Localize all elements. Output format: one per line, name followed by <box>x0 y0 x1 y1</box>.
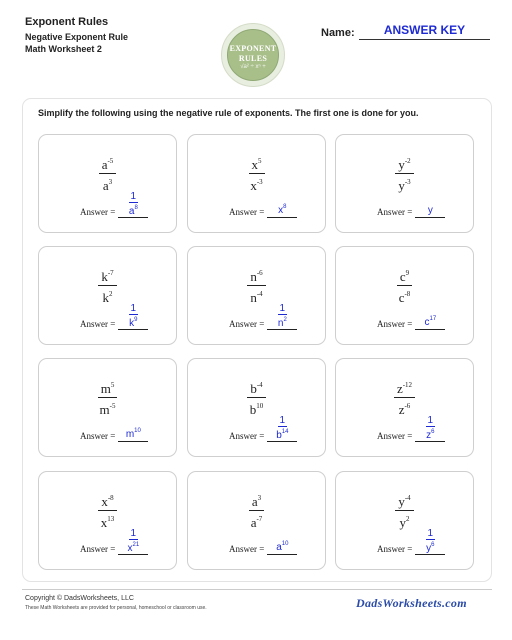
problem-fraction <box>247 153 265 194</box>
denominator-base: a <box>102 178 109 193</box>
numerator <box>395 490 413 511</box>
problem-card <box>335 246 474 345</box>
problem-expression <box>39 377 176 418</box>
answer-numerator: 1 <box>427 528 434 539</box>
brand-logo: DadsWorksheets.com <box>356 596 467 610</box>
answer-fraction <box>424 528 436 554</box>
problem-fraction <box>98 490 118 531</box>
exponent: 21 <box>132 542 140 548</box>
denominator-base: c <box>398 290 405 305</box>
answer-label: Answer = <box>80 431 116 441</box>
numerator <box>249 153 265 174</box>
problem-card <box>38 358 177 457</box>
answer-numerator: 1 <box>130 191 137 202</box>
numerator-base: a <box>251 494 258 509</box>
problem-card <box>335 134 474 233</box>
problem-card <box>335 358 474 457</box>
answer-fraction <box>424 415 436 441</box>
worksheet-subtitle: Negative Exponent Rule <box>25 32 129 42</box>
exponent: -6 <box>256 269 263 277</box>
denominator-base: n <box>250 290 257 305</box>
problem-fraction <box>396 265 414 306</box>
answer-field[interactable] <box>118 528 148 555</box>
exponent: 5 <box>110 381 115 389</box>
problem-card <box>187 358 326 457</box>
exponent: -2 <box>404 157 411 165</box>
answer-base: y <box>426 543 432 554</box>
answer-row <box>229 303 297 330</box>
denominator <box>248 511 266 531</box>
exponent: -8 <box>404 290 411 298</box>
answer-field[interactable] <box>267 201 297 218</box>
exponent: 10 <box>281 541 289 547</box>
problem-card <box>38 471 177 570</box>
problem-expression <box>336 153 473 194</box>
denominator-base: m <box>99 402 110 417</box>
problem-fraction <box>394 377 415 418</box>
denominator-base: a <box>250 515 257 530</box>
numerator-base: m <box>100 381 111 396</box>
answer-row <box>229 415 297 442</box>
denominator <box>395 174 413 194</box>
problem-fraction <box>395 153 413 194</box>
answer-row <box>377 205 445 218</box>
problem-card <box>187 134 326 233</box>
numerator <box>397 265 412 286</box>
exponent: -6 <box>404 402 411 410</box>
exponent: -8 <box>107 494 114 502</box>
exponent-rules-logo <box>221 23 285 87</box>
answer-label: Answer = <box>229 207 265 217</box>
problem-card <box>38 134 177 233</box>
exponent: -4 <box>256 290 263 298</box>
exponent: 9 <box>134 317 138 323</box>
problem-fraction <box>97 377 119 418</box>
numerator <box>247 265 265 286</box>
exponent: 2 <box>109 290 113 298</box>
answer-field[interactable] <box>267 415 297 442</box>
name-label: Name: <box>321 27 355 39</box>
answer-row <box>377 528 445 555</box>
numerator <box>249 490 264 511</box>
answer-label: Answer = <box>80 207 116 217</box>
usage-note: These Math Worksheets are provided for personal, homeschool or classroom use. <box>25 605 207 611</box>
answer-denominator <box>127 315 139 329</box>
answer-field[interactable] <box>118 191 148 218</box>
exponent: -3 <box>256 178 263 186</box>
problem-expression <box>188 153 325 194</box>
exponent: 8 <box>134 205 138 211</box>
problem-expression <box>336 265 473 306</box>
numerator <box>98 265 116 286</box>
worksheet-title: Exponent Rules <box>25 16 109 28</box>
answer-label: Answer = <box>377 319 413 329</box>
answer-label: Answer = <box>229 319 265 329</box>
problem-expression <box>39 265 176 306</box>
numerator <box>395 153 413 174</box>
answer-fraction <box>127 303 139 329</box>
problem-card <box>38 246 177 345</box>
exponent: 5 <box>258 157 262 165</box>
numerator <box>98 490 116 511</box>
exponent: -3 <box>404 178 411 186</box>
instructions: Simplify the following using the negative rule of exponents. The first one is done for you. <box>38 108 419 118</box>
answer-base: x <box>127 543 133 554</box>
exponent: -5 <box>109 402 116 410</box>
exponent: -4 <box>256 381 263 389</box>
exponent: -12 <box>402 381 413 389</box>
denominator-base: y <box>399 515 406 530</box>
problem-expression <box>336 490 473 531</box>
answer-row <box>80 528 148 555</box>
numerator-base: n <box>250 269 257 284</box>
answer-base: m <box>125 429 135 440</box>
problem-expression <box>39 153 176 194</box>
logo-badge <box>227 29 279 81</box>
answer-denominator <box>276 315 289 329</box>
answer-base: n <box>277 318 284 329</box>
answer-label: Answer = <box>229 431 265 441</box>
numerator-base: b <box>250 381 257 396</box>
answer-base: k <box>129 318 135 329</box>
answer-field[interactable] <box>118 303 148 330</box>
exponent: 3 <box>257 494 262 502</box>
answer-denominator <box>274 427 290 441</box>
denominator-base: z <box>398 402 405 417</box>
problem-expression <box>188 490 325 531</box>
copyright-text: Copyright © DadsWorksheets, LLC <box>25 595 134 602</box>
exponent: 2 <box>406 515 410 523</box>
name-field[interactable]: ANSWER KEY <box>359 23 490 40</box>
answer-base: z <box>426 430 432 441</box>
denominator-base: y <box>398 178 405 193</box>
problem-fraction <box>98 265 116 306</box>
problem-card <box>187 471 326 570</box>
logo-text-line2: RULES <box>238 54 268 63</box>
answer-label: Answer = <box>377 207 413 217</box>
answer-field[interactable] <box>415 415 445 442</box>
problem-fraction <box>247 265 265 306</box>
answer-fraction <box>127 191 140 217</box>
problem-card <box>335 471 474 570</box>
answer-base: y <box>427 205 433 216</box>
logo-text-line1: EXPONENT <box>229 44 277 53</box>
exponent: 17 <box>429 316 437 322</box>
answer-numerator: 1 <box>279 415 286 426</box>
answer-label: Answer = <box>229 544 265 554</box>
exponent: 6 <box>431 429 435 435</box>
answer-fraction <box>276 303 289 329</box>
numerator-base: k <box>101 269 108 284</box>
answer-label: Answer = <box>377 544 413 554</box>
exponent: 13 <box>107 515 115 523</box>
answer-row <box>229 538 297 555</box>
answer-base: a <box>128 206 135 217</box>
answer-row <box>80 425 148 442</box>
exponent: 14 <box>281 429 289 435</box>
worksheet-number: Math Worksheet 2 <box>25 44 102 54</box>
answer-base: x <box>278 205 284 216</box>
problem-card <box>187 246 326 345</box>
numerator-base: y <box>398 157 405 172</box>
problem-expression <box>188 265 325 306</box>
answer-label: Answer = <box>80 319 116 329</box>
answer-denominator <box>424 540 436 554</box>
answer-field[interactable] <box>415 313 445 330</box>
answer-numerator: 1 <box>427 415 434 426</box>
numerator <box>394 377 415 398</box>
logo-math-symbols: √a² ÷ xⁿ + <box>240 64 266 70</box>
denominator-base: k <box>102 290 109 305</box>
exponent: -7 <box>107 269 114 277</box>
problem-fraction <box>247 377 267 418</box>
answer-field[interactable] <box>118 425 148 442</box>
denominator <box>97 398 119 418</box>
exponent: 2 <box>283 317 287 323</box>
answer-field[interactable] <box>267 303 297 330</box>
exponent: 10 <box>134 428 141 434</box>
answer-field[interactable] <box>267 538 297 555</box>
answer-denominator <box>125 540 141 554</box>
numerator-base: z <box>396 381 403 396</box>
answer-fraction <box>274 415 290 441</box>
answer-numerator: 1 <box>130 303 137 314</box>
numerator-base: x <box>101 494 108 509</box>
answer-row <box>377 415 445 442</box>
answer-row <box>377 313 445 330</box>
answer-base: a <box>276 542 282 553</box>
header-block <box>25 16 128 54</box>
problem-expression <box>39 490 176 531</box>
numerator <box>99 153 117 174</box>
denominator <box>396 286 414 306</box>
denominator-base: x <box>100 515 108 530</box>
answer-row <box>229 201 297 218</box>
exponent: -5 <box>107 157 114 165</box>
exponent: 6 <box>431 542 435 548</box>
answer-label: Answer = <box>80 544 116 554</box>
answer-field[interactable] <box>415 205 445 218</box>
answer-row <box>80 191 148 218</box>
numerator <box>247 377 265 398</box>
exponent: 3 <box>108 178 113 186</box>
problem-fraction <box>99 153 117 194</box>
denominator-base: b <box>249 402 257 417</box>
exponent: -4 <box>404 494 411 502</box>
answer-numerator: 1 <box>130 528 137 539</box>
numerator <box>98 377 118 398</box>
denominator-base: x <box>250 178 257 193</box>
exponent: 9 <box>405 269 410 277</box>
answer-base: c <box>424 317 430 328</box>
exponent: 8 <box>283 204 287 210</box>
footer-divider <box>22 589 492 590</box>
numerator-base: c <box>399 269 406 284</box>
problem-fraction <box>395 490 413 531</box>
problem-fraction <box>248 490 266 531</box>
exponent: 10 <box>256 402 264 410</box>
answer-fraction <box>125 528 141 554</box>
answer-row <box>80 303 148 330</box>
problem-expression <box>188 377 325 418</box>
numerator-base: x <box>251 157 258 172</box>
numerator-base: y <box>398 494 405 509</box>
numerator-base: a <box>101 157 108 172</box>
answer-denominator <box>424 427 436 441</box>
problem-expression <box>336 377 473 418</box>
answer-numerator: 1 <box>279 303 286 314</box>
answer-label: Answer = <box>377 431 413 441</box>
answer-field[interactable] <box>415 528 445 555</box>
denominator <box>247 174 265 194</box>
answer-base: b <box>276 430 282 441</box>
exponent: -7 <box>256 515 263 523</box>
answer-denominator <box>127 203 140 217</box>
